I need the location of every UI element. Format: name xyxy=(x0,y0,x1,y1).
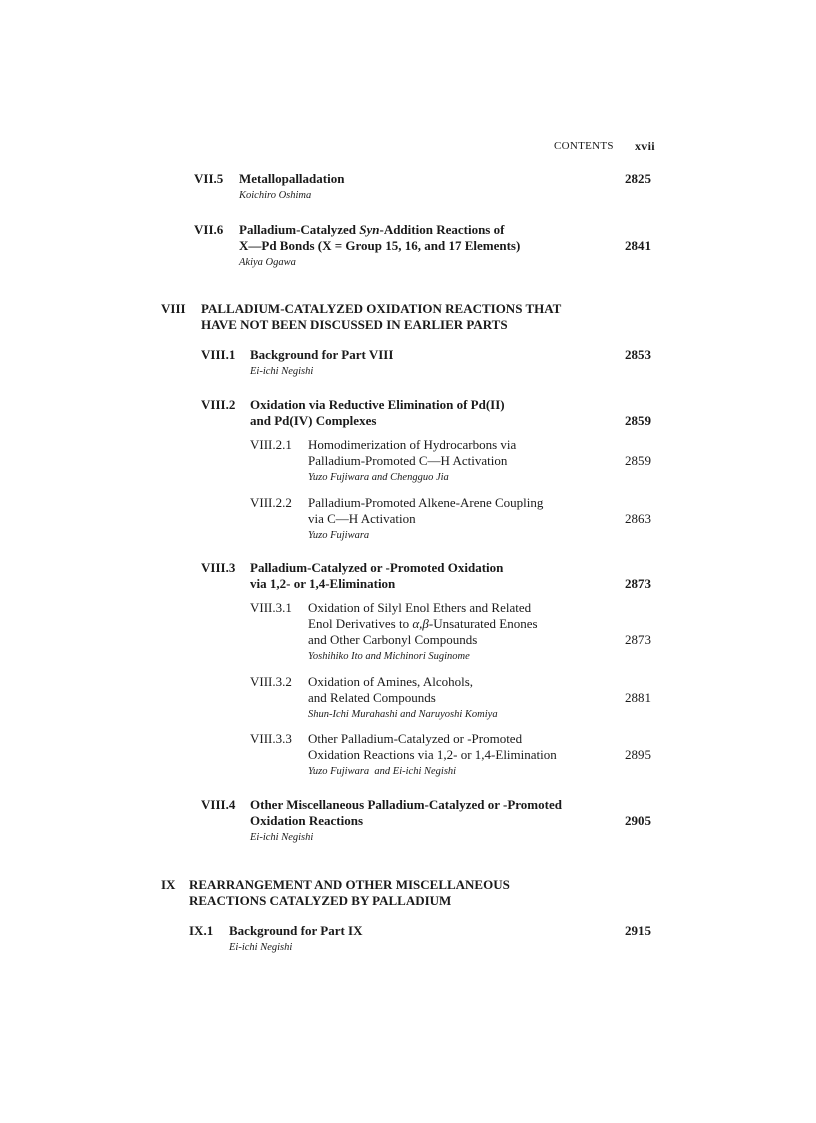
author: Ei-ichi Negishi xyxy=(250,366,314,377)
title-part: Palladium-Catalyzed xyxy=(239,222,360,237)
section-title: Background for Part VIII xyxy=(250,347,394,362)
section-title xyxy=(239,222,504,238)
page-number: 2853 xyxy=(625,347,651,362)
subsection-number: VIII.3.2 xyxy=(250,674,292,689)
section-number: VIII.3 xyxy=(201,560,236,575)
author: Yoshihiko Ito and Michinori Suginome xyxy=(308,651,470,662)
part-number: IX xyxy=(161,877,176,892)
page-number: 2873 xyxy=(625,632,651,647)
page-number: 2841 xyxy=(625,238,651,253)
running-header-page-number: xvii xyxy=(635,139,655,153)
author: Ei-ichi Negishi xyxy=(250,832,314,843)
part-title-line-2: HAVE NOT BEEN DISCUSSED IN EARLIER PARTS xyxy=(201,317,508,332)
subsection-title-line-3: and Other Carbonyl Compounds xyxy=(308,632,478,647)
section-title-line-2: via 1,2- or 1,4-Elimination xyxy=(250,576,396,591)
page-number: 2905 xyxy=(625,813,651,828)
title-part: -Addition Reactions of xyxy=(379,222,505,237)
page-number: 2825 xyxy=(625,171,651,186)
subsection-title-line-1: Homodimerization of Hydrocarbons via xyxy=(308,437,517,452)
page-number: 2863 xyxy=(625,511,651,526)
section-title-line-1: Oxidation via Reductive Elimination of Pd(II) xyxy=(250,397,505,412)
running-header-title: CONTENTS xyxy=(554,140,614,152)
subsection-title-line-2: Oxidation Reactions via 1,2- or 1,4-Elimination xyxy=(308,747,557,762)
section-number: VIII.1 xyxy=(201,347,236,362)
author: Ei-ichi Negishi xyxy=(229,942,293,953)
section-title: Background for Part IX xyxy=(229,923,363,938)
page-number: 2895 xyxy=(625,747,651,762)
section-number: VII.5 xyxy=(194,171,224,186)
section-title-line-2: X—Pd Bonds (X = Group 15, 16, and 17 Elements) xyxy=(239,238,521,253)
section-number: IX.1 xyxy=(189,923,214,938)
part-title-line-1: PALLADIUM-CATALYZED OXIDATION REACTIONS THAT xyxy=(201,301,562,316)
subsection-title-line-1: Oxidation of Silyl Enol Ethers and Related xyxy=(308,600,532,615)
page-number: 2873 xyxy=(625,576,651,591)
subsection-number: VIII.2.2 xyxy=(250,495,292,510)
subsection-number: VIII.3.1 xyxy=(250,600,292,615)
part-title-line-1: REARRANGEMENT AND OTHER MISCELLANEOUS xyxy=(189,877,510,892)
author: Koichiro Oshima xyxy=(239,190,312,201)
part-title-line-2: REACTIONS CATALYZED BY PALLADIUM xyxy=(189,893,452,908)
author: Yuzo Fujiwara xyxy=(308,530,370,541)
subsection-number: VIII.2.1 xyxy=(250,437,292,452)
section-title-line-2: Oxidation Reactions xyxy=(250,813,364,828)
title-part: Enol Derivatives to xyxy=(308,616,413,631)
section-number: VIII.4 xyxy=(201,797,236,812)
section-title-line-1: Other Miscellaneous Palladium-Catalyzed or -Promoted xyxy=(250,797,562,812)
section-number: VIII.2 xyxy=(201,397,236,412)
subsection-title-line-2: via C—H Activation xyxy=(308,511,416,526)
page-number: 2859 xyxy=(625,413,651,428)
author: Shun-Ichi Murahashi and Naruyoshi Komiya xyxy=(308,709,498,720)
author: Akiya Ogawa xyxy=(239,257,296,268)
title-part: -Unsaturated Enones xyxy=(428,616,538,631)
subsection-title-line-2: and Related Compounds xyxy=(308,690,436,705)
section-title-line-1: Palladium-Catalyzed or -Promoted Oxidation xyxy=(250,560,504,575)
section-title: Metallopalladation xyxy=(239,171,345,186)
author: Yuzo Fujiwara and Chengguo Jia xyxy=(308,472,449,483)
subsection-title-line-1: Palladium-Promoted Alkene-Arene Coupling xyxy=(308,495,544,510)
page-number: 2915 xyxy=(625,923,651,938)
part-number: VIII xyxy=(161,301,186,316)
subsection-title-line-1: Other Palladium-Catalyzed or -Promoted xyxy=(308,731,523,746)
section-number: VII.6 xyxy=(194,222,224,237)
section-title-line-2: and Pd(IV) Complexes xyxy=(250,413,377,428)
title-italic-part: Syn xyxy=(359,222,380,237)
subsection-title-line-1: Oxidation of Amines, Alcohols, xyxy=(308,674,474,689)
page-number: 2881 xyxy=(625,690,651,705)
greek-symbols: α,β xyxy=(412,616,429,631)
subsection-number: VIII.3.3 xyxy=(250,731,292,746)
page-number: 2859 xyxy=(625,453,651,468)
subsection-title-line-2: Palladium-Promoted C—H Activation xyxy=(308,453,508,468)
subsection-title-line-2 xyxy=(308,616,538,632)
author: Yuzo Fujiwara and Ei-ichi Negishi xyxy=(308,766,457,777)
